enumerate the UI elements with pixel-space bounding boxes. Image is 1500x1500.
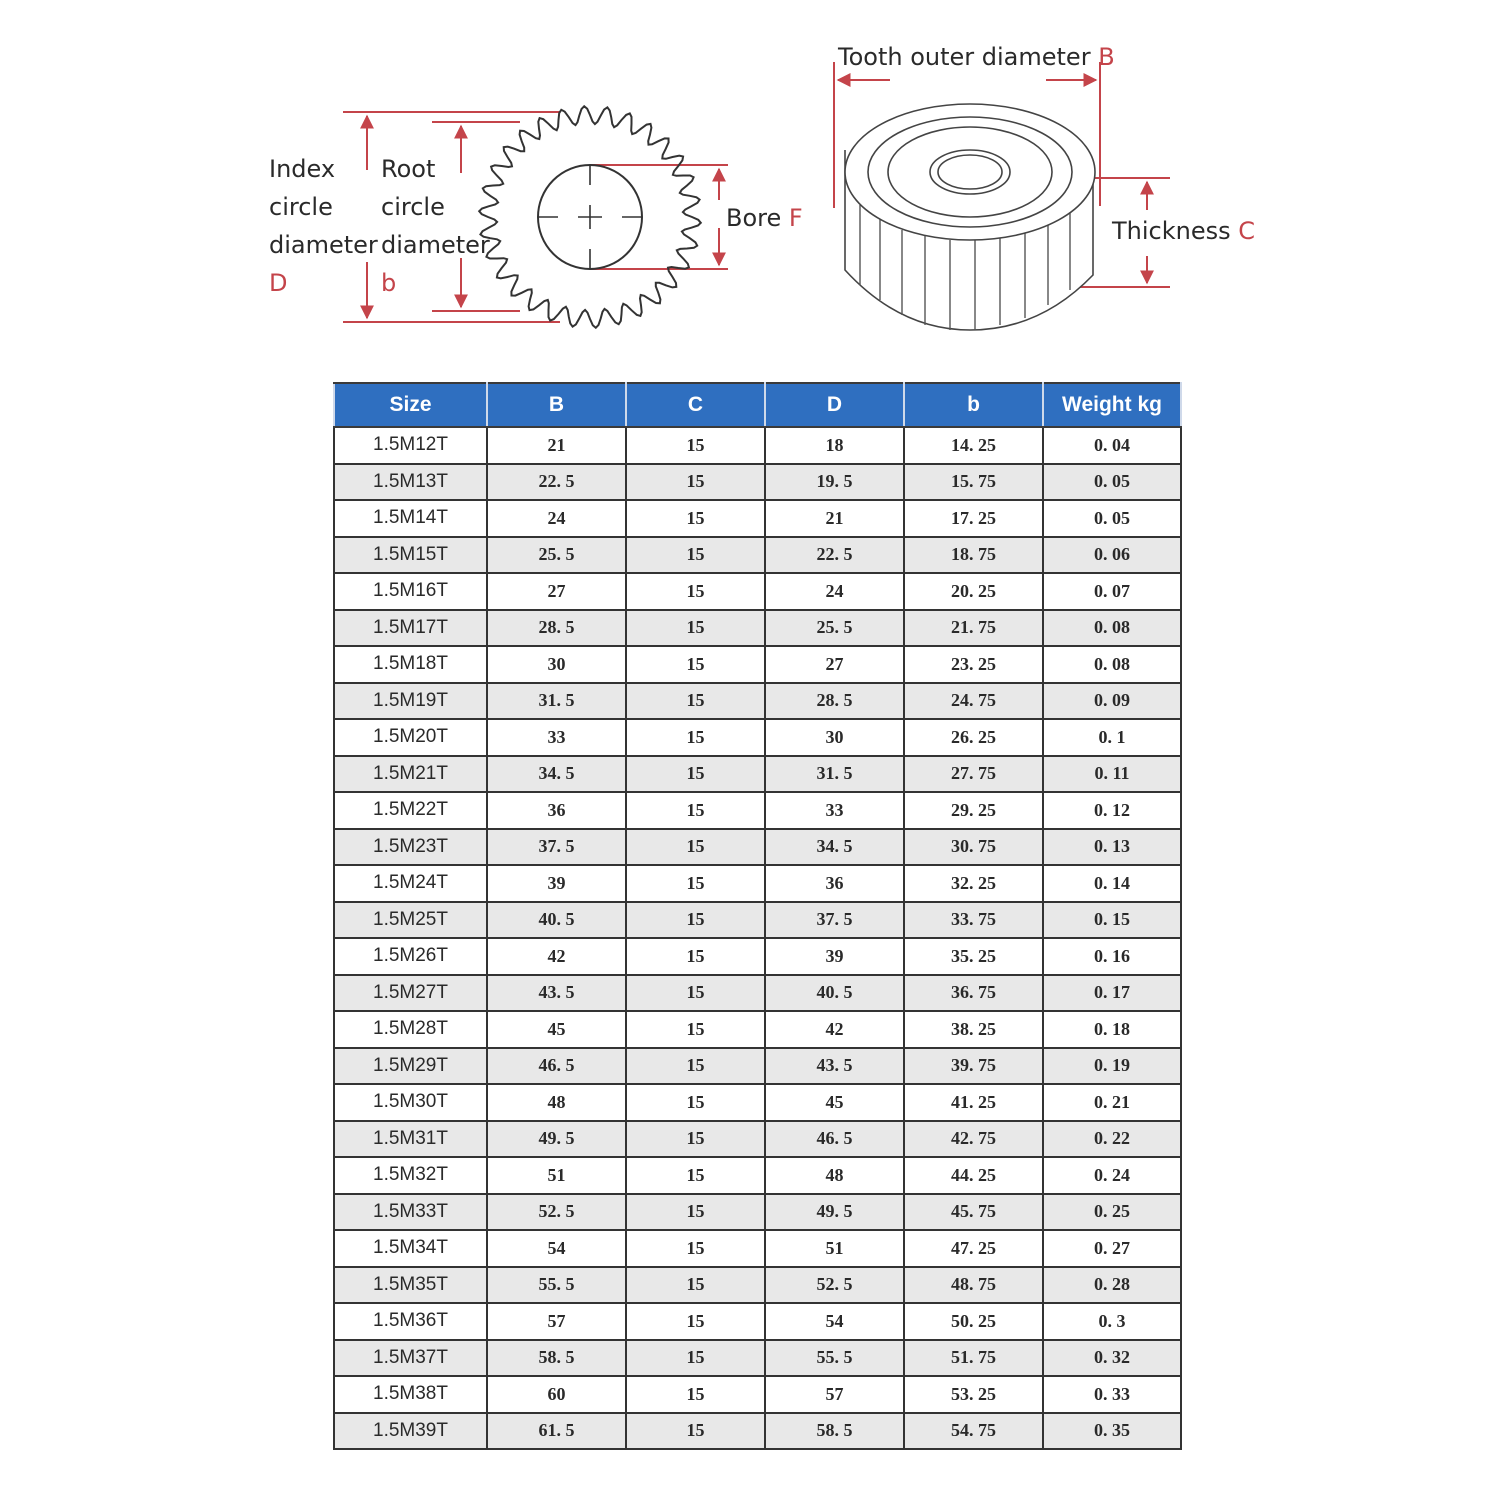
cell-d-index: 27: [765, 646, 904, 683]
cell-b-outer: 57: [487, 1303, 626, 1340]
cell-d-index: 48: [765, 1157, 904, 1194]
cell-b-outer: 30: [487, 646, 626, 683]
cell-d-index: 25. 5: [765, 610, 904, 647]
cell-size: 1.5M19T: [334, 683, 487, 720]
cell-c-thickness: 15: [626, 537, 765, 574]
cell-weight: 0. 18: [1043, 1011, 1181, 1048]
cell-d-index: 49. 5: [765, 1194, 904, 1231]
cell-c-thickness: 15: [626, 1376, 765, 1413]
cell-d-index: 33: [765, 792, 904, 829]
header-weight: Weight kg: [1043, 383, 1181, 427]
cell-b-outer: 52. 5: [487, 1194, 626, 1231]
table-row: [334, 902, 1181, 939]
cell-b-root: 24. 75: [904, 683, 1043, 720]
cell-b-outer: 25. 5: [487, 537, 626, 574]
cell-c-thickness: 15: [626, 1194, 765, 1231]
cell-size: 1.5M32T: [334, 1157, 487, 1194]
cell-b-root: 29. 25: [904, 792, 1043, 829]
cell-size: 1.5M15T: [334, 537, 487, 574]
cell-b-root: 18. 75: [904, 537, 1043, 574]
cell-b-root: 54. 75: [904, 1413, 1043, 1450]
cell-size: 1.5M28T: [334, 1011, 487, 1048]
cell-d-index: 39: [765, 938, 904, 975]
table-row: [334, 464, 1181, 501]
table-row: [334, 829, 1181, 866]
bore-label: Bore F: [726, 204, 803, 232]
cell-size: 1.5M18T: [334, 646, 487, 683]
table-row: [334, 1340, 1181, 1377]
cell-d-index: 24: [765, 573, 904, 610]
cell-b-root: 36. 75: [904, 975, 1043, 1012]
header-d-index: D: [765, 383, 904, 427]
cell-b-outer: 37. 5: [487, 829, 626, 866]
cell-b-root: 41. 25: [904, 1084, 1043, 1121]
cell-b-root: 35. 25: [904, 938, 1043, 975]
table-row: [334, 1194, 1181, 1231]
table-row: [334, 792, 1181, 829]
cell-b-root: 39. 75: [904, 1048, 1043, 1085]
cell-b-outer: 60: [487, 1376, 626, 1413]
cell-d-index: 18: [765, 427, 904, 464]
cell-c-thickness: 15: [626, 1121, 765, 1158]
cell-c-thickness: 15: [626, 975, 765, 1012]
cell-d-index: 54: [765, 1303, 904, 1340]
table-row: [334, 500, 1181, 537]
cell-d-index: 51: [765, 1230, 904, 1267]
gear-isometric-drawing: [845, 104, 1095, 330]
cell-d-index: 21: [765, 500, 904, 537]
cell-weight: 0. 15: [1043, 902, 1181, 939]
cell-weight: 0. 13: [1043, 829, 1181, 866]
cell-d-index: 57: [765, 1376, 904, 1413]
cell-size: 1.5M39T: [334, 1413, 487, 1450]
cell-d-index: 40. 5: [765, 975, 904, 1012]
cell-b-root: 50. 25: [904, 1303, 1043, 1340]
cell-size: 1.5M27T: [334, 975, 487, 1012]
cell-b-outer: 55. 5: [487, 1267, 626, 1304]
cell-b-outer: 51: [487, 1157, 626, 1194]
cell-c-thickness: 15: [626, 464, 765, 501]
cell-size: 1.5M35T: [334, 1267, 487, 1304]
cell-size: 1.5M37T: [334, 1340, 487, 1377]
cell-c-thickness: 15: [626, 1303, 765, 1340]
table-row: [334, 573, 1181, 610]
cell-c-thickness: 15: [626, 1340, 765, 1377]
cell-c-thickness: 15: [626, 829, 765, 866]
header-size: Size: [334, 383, 487, 427]
gear-dimension-diagrams: [0, 0, 1500, 370]
cell-size: 1.5M31T: [334, 1121, 487, 1158]
cell-size: 1.5M21T: [334, 756, 487, 793]
cell-c-thickness: 15: [626, 683, 765, 720]
cell-c-thickness: 15: [626, 1157, 765, 1194]
table-row: [334, 1376, 1181, 1413]
cell-b-root: 33. 75: [904, 902, 1043, 939]
cell-b-outer: 54: [487, 1230, 626, 1267]
cell-weight: 0. 11: [1043, 756, 1181, 793]
cell-weight: 0. 3: [1043, 1303, 1181, 1340]
cell-weight: 0. 08: [1043, 646, 1181, 683]
table-row: [334, 1011, 1181, 1048]
table-header-row: [334, 383, 1181, 427]
cell-b-root: 44. 25: [904, 1157, 1043, 1194]
cell-b-outer: 46. 5: [487, 1048, 626, 1085]
cell-b-outer: 43. 5: [487, 975, 626, 1012]
cell-c-thickness: 15: [626, 1048, 765, 1085]
cell-weight: 0. 27: [1043, 1230, 1181, 1267]
cell-b-root: 42. 75: [904, 1121, 1043, 1158]
cell-c-thickness: 15: [626, 1011, 765, 1048]
table-row: [334, 1121, 1181, 1158]
cell-weight: 0. 14: [1043, 865, 1181, 902]
table-row: [334, 1084, 1181, 1121]
cell-size: 1.5M34T: [334, 1230, 487, 1267]
cell-weight: 0. 08: [1043, 610, 1181, 647]
cell-size: 1.5M20T: [334, 719, 487, 756]
cell-size: 1.5M22T: [334, 792, 487, 829]
tooth-outer-diameter-label: Tooth outer diameter B: [838, 43, 1115, 71]
table-row: [334, 1157, 1181, 1194]
cell-c-thickness: 15: [626, 865, 765, 902]
cell-b-root: 27. 75: [904, 756, 1043, 793]
cell-weight: 0. 07: [1043, 573, 1181, 610]
cell-b-outer: 21: [487, 427, 626, 464]
cell-b-outer: 28. 5: [487, 610, 626, 647]
cell-d-index: 31. 5: [765, 756, 904, 793]
table-row: [334, 1303, 1181, 1340]
cell-d-index: 58. 5: [765, 1413, 904, 1450]
cell-b-root: 20. 25: [904, 573, 1043, 610]
table-row: [334, 975, 1181, 1012]
table-row: [334, 1230, 1181, 1267]
cell-size: 1.5M29T: [334, 1048, 487, 1085]
table-row: [334, 537, 1181, 574]
table-row: [334, 1048, 1181, 1085]
cell-b-outer: 48: [487, 1084, 626, 1121]
cell-d-index: 28. 5: [765, 683, 904, 720]
cell-b-outer: 39: [487, 865, 626, 902]
header-c-thickness: C: [626, 383, 765, 427]
cell-weight: 0. 09: [1043, 683, 1181, 720]
cell-d-index: 45: [765, 1084, 904, 1121]
cell-c-thickness: 15: [626, 500, 765, 537]
cell-size: 1.5M16T: [334, 573, 487, 610]
cell-size: 1.5M14T: [334, 500, 487, 537]
cell-d-index: 52. 5: [765, 1267, 904, 1304]
cell-b-outer: 58. 5: [487, 1340, 626, 1377]
cell-c-thickness: 15: [626, 610, 765, 647]
cell-b-outer: 31. 5: [487, 683, 626, 720]
cell-d-index: 46. 5: [765, 1121, 904, 1158]
header-b-outer: B: [487, 383, 626, 427]
cell-b-outer: 22. 5: [487, 464, 626, 501]
cell-b-outer: 34. 5: [487, 756, 626, 793]
table-row: [334, 646, 1181, 683]
cell-weight: 0. 35: [1043, 1413, 1181, 1450]
cell-weight: 0. 21: [1043, 1084, 1181, 1121]
cell-c-thickness: 15: [626, 756, 765, 793]
cell-c-thickness: 15: [626, 1413, 765, 1450]
cell-b-outer: 61. 5: [487, 1413, 626, 1450]
cell-b-root: 32. 25: [904, 865, 1043, 902]
cell-weight: 0. 17: [1043, 975, 1181, 1012]
cell-weight: 0. 12: [1043, 792, 1181, 829]
index-circle-label: Index circle diameter D: [269, 155, 378, 297]
cell-weight: 0. 33: [1043, 1376, 1181, 1413]
cell-weight: 0. 22: [1043, 1121, 1181, 1158]
table-row: [334, 756, 1181, 793]
cell-d-index: 55. 5: [765, 1340, 904, 1377]
table-row: [334, 1413, 1181, 1450]
cell-d-index: 37. 5: [765, 902, 904, 939]
cell-size: 1.5M12T: [334, 427, 487, 464]
cell-size: 1.5M17T: [334, 610, 487, 647]
cell-weight: 0. 16: [1043, 938, 1181, 975]
cell-b-outer: 24: [487, 500, 626, 537]
cell-d-index: 43. 5: [765, 1048, 904, 1085]
cell-d-index: 30: [765, 719, 904, 756]
cell-c-thickness: 15: [626, 1267, 765, 1304]
cell-b-outer: 45: [487, 1011, 626, 1048]
cell-weight: 0. 05: [1043, 500, 1181, 537]
cell-b-root: 17. 25: [904, 500, 1043, 537]
cell-c-thickness: 15: [626, 573, 765, 610]
cell-weight: 0. 05: [1043, 464, 1181, 501]
cell-size: 1.5M26T: [334, 938, 487, 975]
cell-b-root: 48. 75: [904, 1267, 1043, 1304]
cell-b-root: 21. 75: [904, 610, 1043, 647]
header-b-root: b: [904, 383, 1043, 427]
cell-c-thickness: 15: [626, 646, 765, 683]
cell-b-outer: 40. 5: [487, 902, 626, 939]
cell-weight: 0. 04: [1043, 427, 1181, 464]
root-circle-label: Root circle diameter b: [381, 155, 490, 297]
cell-weight: 0. 25: [1043, 1194, 1181, 1231]
cell-d-index: 19. 5: [765, 464, 904, 501]
cell-b-root: 15. 75: [904, 464, 1043, 501]
cell-weight: 0. 24: [1043, 1157, 1181, 1194]
cell-weight: 0. 32: [1043, 1340, 1181, 1377]
cell-b-root: 14. 25: [904, 427, 1043, 464]
cell-weight: 0. 1: [1043, 719, 1181, 756]
cell-b-root: 47. 25: [904, 1230, 1043, 1267]
cell-b-outer: 36: [487, 792, 626, 829]
table-row: [334, 1267, 1181, 1304]
cell-b-outer: 27: [487, 573, 626, 610]
cell-b-root: 38. 25: [904, 1011, 1043, 1048]
cell-d-index: 34. 5: [765, 829, 904, 866]
cell-weight: 0. 06: [1043, 537, 1181, 574]
cell-weight: 0. 28: [1043, 1267, 1181, 1304]
cell-b-outer: 33: [487, 719, 626, 756]
cell-b-root: 26. 25: [904, 719, 1043, 756]
table-row: [334, 683, 1181, 720]
table-row: [334, 719, 1181, 756]
cell-b-root: 30. 75: [904, 829, 1043, 866]
cell-weight: 0. 19: [1043, 1048, 1181, 1085]
cell-size: 1.5M13T: [334, 464, 487, 501]
cell-b-outer: 49. 5: [487, 1121, 626, 1158]
cell-c-thickness: 15: [626, 427, 765, 464]
table-row: [334, 938, 1181, 975]
cell-d-index: 36: [765, 865, 904, 902]
cell-size: 1.5M33T: [334, 1194, 487, 1231]
cell-d-index: 22. 5: [765, 537, 904, 574]
cell-size: 1.5M30T: [334, 1084, 487, 1121]
cell-b-root: 51. 75: [904, 1340, 1043, 1377]
cell-c-thickness: 15: [626, 1230, 765, 1267]
cell-c-thickness: 15: [626, 938, 765, 975]
cell-size: 1.5M25T: [334, 902, 487, 939]
cell-c-thickness: 15: [626, 902, 765, 939]
gear-front-view-drawing: [0, 0, 1500, 370]
gear-spec-table: [333, 382, 1182, 1450]
cell-size: 1.5M38T: [334, 1376, 487, 1413]
cell-b-root: 23. 25: [904, 646, 1043, 683]
cell-b-outer: 42: [487, 938, 626, 975]
thickness-label: Thickness C: [1112, 217, 1256, 245]
table-row: [334, 865, 1181, 902]
cell-c-thickness: 15: [626, 792, 765, 829]
cell-size: 1.5M23T: [334, 829, 487, 866]
cell-size: 1.5M24T: [334, 865, 487, 902]
cell-c-thickness: 15: [626, 719, 765, 756]
cell-d-index: 42: [765, 1011, 904, 1048]
cell-c-thickness: 15: [626, 1084, 765, 1121]
table-row: [334, 427, 1181, 464]
table-row: [334, 610, 1181, 647]
cell-b-root: 53. 25: [904, 1376, 1043, 1413]
cell-b-root: 45. 75: [904, 1194, 1043, 1231]
cell-size: 1.5M36T: [334, 1303, 487, 1340]
